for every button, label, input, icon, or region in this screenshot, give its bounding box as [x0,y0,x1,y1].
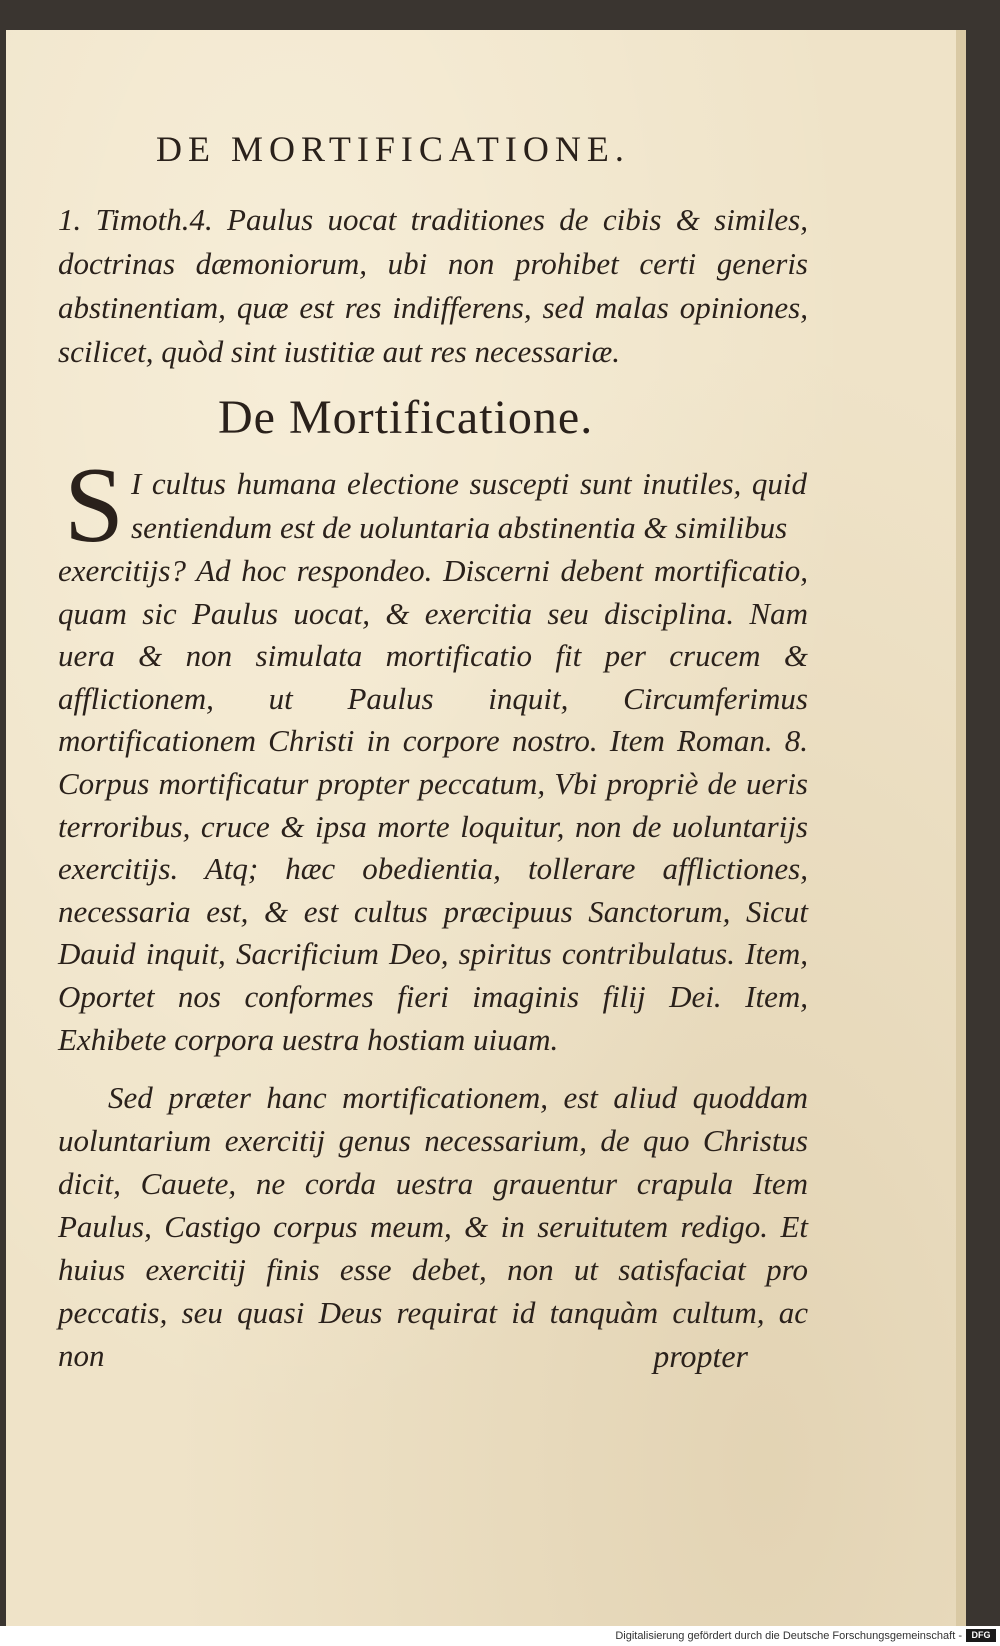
catchword: propter [653,1338,748,1374]
paragraph-opening-lines: I cultus humana electione suscepti sunt inutiles, quid sentiendum est de uoluntaria abstinentia & similibus [131,466,807,545]
paragraph-main: exercitijs? Ad hoc respondeo. Discerni debent mortificatio, quam sic Paulus uocat, & exercitia seu disciplina. Nam uera & non simulata mortificatio fit per crucem & afflictionem, ut Paulus inquit, Circumferimus mortificationem Christi in corpore nostro. Item Roman. 8. Corpus mortificatur propter peccatum, Vbi propriè de ueris terroribus, cruce & ipsa morte loquitur, non de uoluntarijs exercitijs. Atq; hæc obedientia, tollerare afflictiones, necessaria est, & est cultus præcipuus Sanctorum, Sicut Dauid inquit, Sacrificium Deo, spiritus contribulatus. Item, Oportet nos conformes fieri imaginis filij Dei. Item, Exhibete corpora uestra hostiam uiuam. [58,553,808,1057]
footer-credit: Digitalisierung gefördert durch die Deutsche Forschungsgemeinschaft - [615,1630,962,1642]
dfg-logo-icon: DFG [966,1629,996,1642]
drop-cap: S [64,446,125,565]
book-page [6,30,966,1626]
paragraph-last: Sed præter hanc mortificationem, est aliud quoddam uoluntarium exercitij genus necessarium, de quo Christus dicit, Cauete, ne corda uestra grauentur crapula Item Paulus, Castigo corpus meum, & in seruitutem redigo. Et huius exercitij finis esse debet, non ut satisfaciat pro peccatis, seu quasi Deus requirat id tanquàm cultum, ac non [58,1080,808,1373]
footer-strip [0,1626,1000,1646]
running-head: DE MORTIFICATIONE. [156,129,630,169]
section-heading: De Mortificatione. [218,391,594,444]
paragraph-top: 1. Timoth.4. Paulus uocat traditiones de cibis & similes, doctrinas dæmoniorum, ubi non prohibet certi generis abstinentiam, quæ est res indifferens, sed malas opiniones, scilicet, quòd sint iustitiæ aut res necessariæ. [58,202,808,369]
